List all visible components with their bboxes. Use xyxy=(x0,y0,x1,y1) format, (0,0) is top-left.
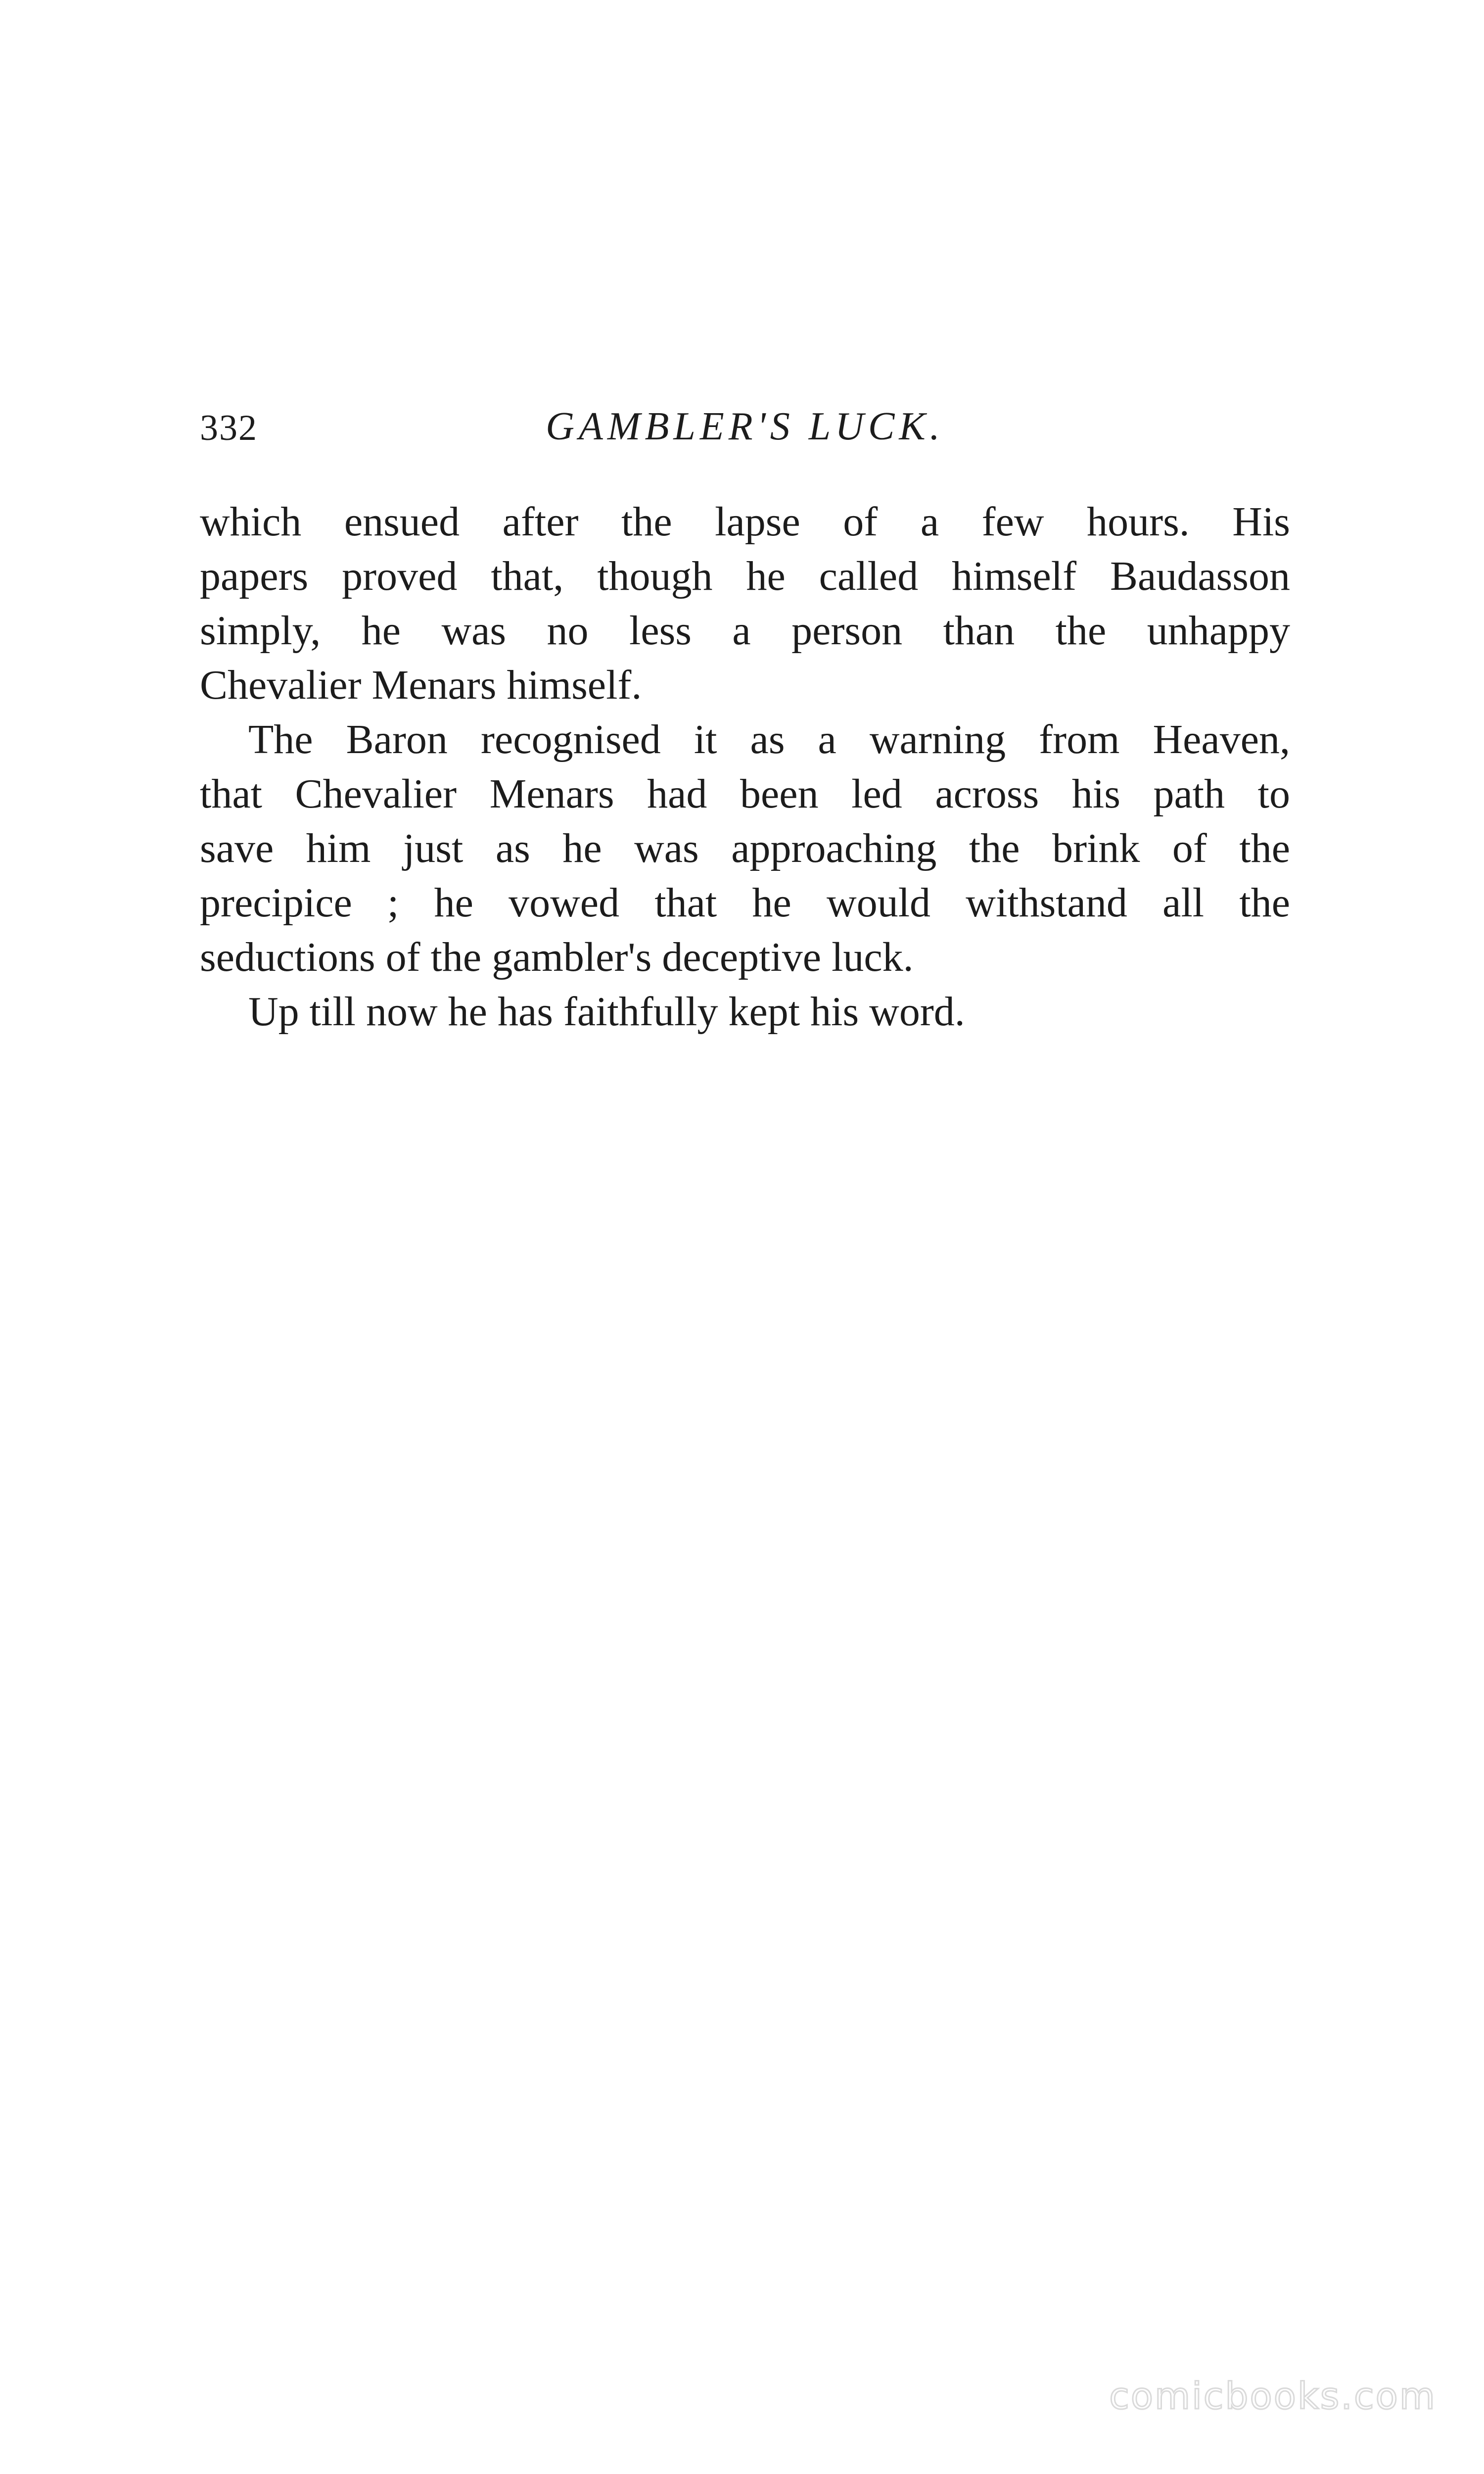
paragraph xyxy=(200,495,1290,713)
text-line: papers proved that, though he called himself Baudasson xyxy=(200,553,1290,599)
paragraph xyxy=(200,713,1290,985)
watermark: comicbooks.com xyxy=(1109,2375,1437,2418)
text-line: precipice ; he vowed that he would withstand all the xyxy=(200,880,1290,926)
running-head xyxy=(200,396,1290,455)
running-title: GAMBLER'S LUCK. xyxy=(546,405,944,448)
text-line: Chevalier Menars himself. xyxy=(200,662,642,708)
text-line: that Chevalier Menars had been led across his path to xyxy=(200,771,1290,817)
text-line: seductions of the gambler's deceptive luck. xyxy=(200,934,914,980)
text-line: save him just as he was approaching the brink of the xyxy=(200,825,1290,871)
body-text xyxy=(200,495,1290,1039)
text-line: simply, he was no less a person than the unhappy xyxy=(200,608,1290,654)
text-line: which ensued after the lapse of a few hours. His xyxy=(200,499,1290,545)
page-number: 332 xyxy=(200,408,258,448)
text-line: The Baron recognised it as a warning from Heaven, xyxy=(248,716,1290,762)
text-line: Up till now he has faithfully kept his word. xyxy=(248,989,965,1035)
paragraph xyxy=(200,985,1290,1039)
